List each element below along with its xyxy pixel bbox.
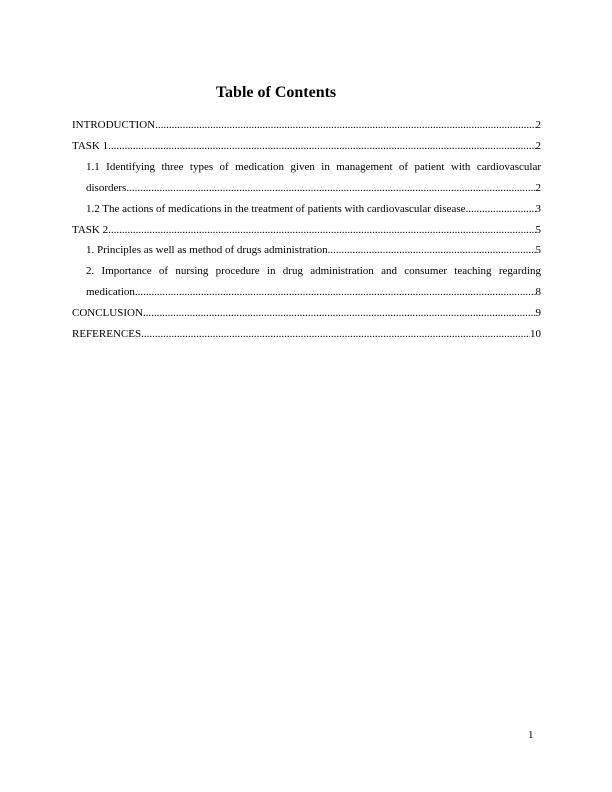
- dot-leader: [126, 178, 535, 199]
- toc-entry-label: TASK 1: [72, 139, 109, 152]
- toc-entry-page: 3: [535, 202, 541, 215]
- dot-leader: [155, 115, 535, 136]
- page-number: 1: [528, 729, 534, 741]
- toc-entry-page: 2: [535, 119, 541, 131]
- toc-entry-conclusion[interactable]: [72, 303, 541, 324]
- toc-entry-task1[interactable]: [72, 136, 541, 157]
- toc-entry-label: INTRODUCTION: [72, 119, 156, 131]
- dot-leader: [108, 220, 535, 241]
- toc-entry-1-1[interactable]: [72, 157, 541, 199]
- toc-entry-label-line1: 1.1 Identifying three types of medication given in management of patient with cardiovascular: [86, 160, 541, 173]
- toc-entry-references[interactable]: [72, 324, 541, 345]
- dot-leader: [143, 303, 536, 324]
- toc-entry-introduction[interactable]: [72, 115, 541, 136]
- toc-entry-2-2[interactable]: [72, 261, 541, 303]
- toc-entry-label: disorders: [86, 181, 127, 194]
- table-of-contents: [72, 115, 541, 345]
- toc-entry-label: 1. Principles as well as method of drugs administration: [86, 244, 328, 257]
- toc-entry-page: 2: [535, 181, 541, 194]
- toc-entry-page: 8: [535, 286, 541, 299]
- toc-title: Table of Contents: [215, 84, 337, 101]
- toc-entry-page: 10: [530, 328, 541, 341]
- toc-entry-label: REFERENCES: [72, 328, 142, 341]
- toc-entry-label: CONCLUSION: [72, 307, 143, 320]
- dot-leader: [328, 240, 536, 261]
- toc-entry-page: 2: [535, 139, 541, 152]
- dot-leader: [108, 136, 535, 157]
- dot-leader: [141, 324, 530, 345]
- toc-entry-label: medication: [86, 286, 135, 299]
- dot-leader: [468, 199, 535, 220]
- toc-entry-page: 5: [535, 223, 541, 236]
- toc-entry-2-1[interactable]: [72, 240, 541, 261]
- toc-entry-label: 1.2 The actions of medications in the treatment of patients with cardiovascular disease.: [86, 202, 469, 215]
- toc-entry-label-line1: 2. Importance of nursing procedure in drug administration and consumer teaching regarding: [86, 265, 541, 278]
- toc-entry-task2[interactable]: [72, 220, 541, 241]
- toc-entry-page: 5: [535, 244, 541, 257]
- toc-entry-1-2[interactable]: [72, 199, 541, 220]
- toc-entry-page: 9: [535, 307, 541, 320]
- dot-leader: [135, 282, 536, 303]
- toc-entry-label: TASK 2: [72, 223, 109, 236]
